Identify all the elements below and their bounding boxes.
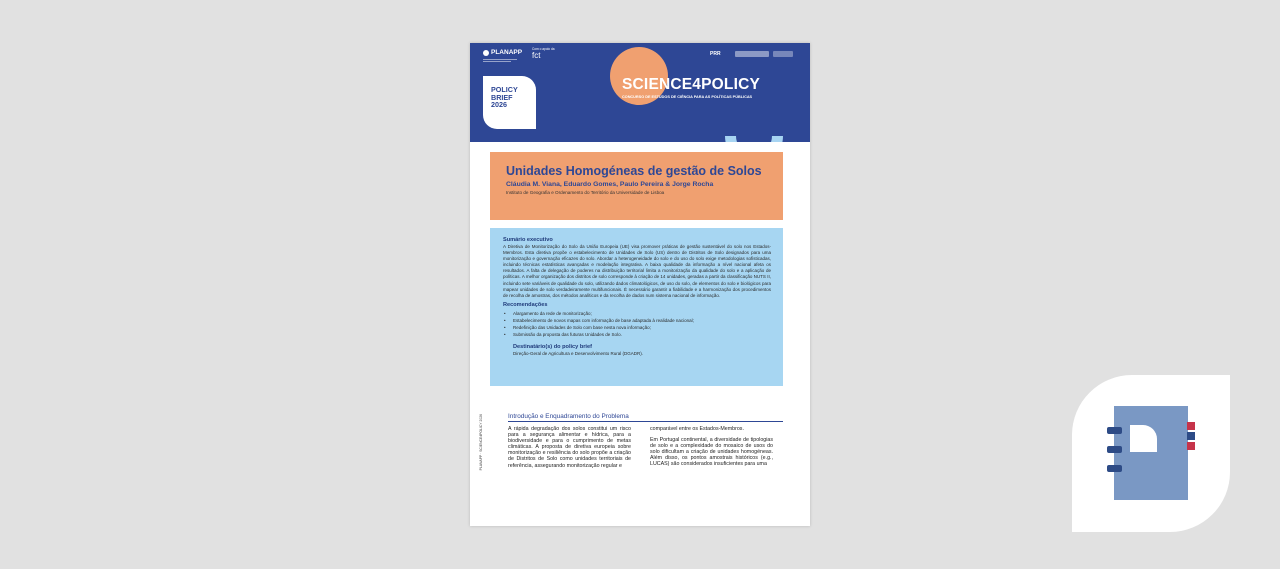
policy-brief-badge — [483, 76, 536, 129]
document-title: Unidades Homogéneas de gestão de Solos — [506, 164, 762, 178]
notebook-icon — [1114, 406, 1188, 500]
summary-heading: Sumário executivo — [503, 237, 553, 243]
planapp-logo — [483, 49, 522, 56]
planapp-logo-icon — [483, 50, 489, 56]
bookmark-tab — [1187, 432, 1195, 440]
recipients-block — [513, 344, 771, 357]
fct-caption: Com o apoio da — [532, 47, 555, 51]
document-authors: Cláudia M. Viana, Eduardo Gomes, Paulo Pereira & Jorge Rocha — [506, 181, 714, 188]
intro-heading: Introdução e Enquadramento do Problema — [508, 413, 783, 422]
executive-summary-box — [490, 228, 783, 386]
badge-year: 2026 — [491, 100, 507, 110]
series-subtitle: CONCURSO DE ESTUDOS DE CIÊNCIA PARA AS POLÍTICAS PÚBLICAS — [622, 95, 753, 99]
list-item: • Estabelecimento de novos mapas com informação de base adaptada à realidade nacional; — [503, 317, 771, 324]
side-label: PLANAPP · SCIENCE4POLICY 2026 — [479, 414, 483, 471]
summary-text: A Diretiva de Monitorização do Solo da União Europeia (UE) visa promover práticas de gestão sustentável do solo nos Estados-Membros. Esta diretiva propõe o estabelecimento de Unidades de Solo (US) dentro de Distritos de Solo designados para uma monitorização e governação eficazes do solo. Abordar a heterogeneidade do solo e do uso do solo exige metodologias sofisticadas, incluindo técnicas estatísticas avançadas e modelação integrativa. A baixa qualidade da informação a nível nacional afeta os resultados. A falta de delegação de poderes na distribuição territorial limita a monitorização da qualidade do solo e a aplicação de políticas. A melhor organização dos distritos de solo corresponde à criação de 14 unidades, geradas a partir da classificação NUTS II, incluindo sete variáveis de qualidade do solo, utilizando dados climatológicos, de uso do solo, de elementos do solo e biológicos para mapear unidades de solo verdadeiramente multifuncionais. É necessário garantir a fiabilidade e a harmonização dos procedimentos de recolha de amostras, dos métodos analíticos e da recolha de dados num sistema nacional de informação. — [503, 244, 771, 298]
recipients-heading: Destinatário(s) do policy brief — [513, 343, 592, 350]
prr-logo: PRR — [710, 51, 721, 57]
ring-binder — [1107, 465, 1122, 472]
d-letter-shape — [1130, 425, 1157, 452]
intro-column-2 — [650, 426, 773, 473]
badge-line: POLICY — [491, 85, 518, 94]
badge-line: BRIEF — [491, 92, 513, 102]
intro-column-1 — [508, 426, 631, 474]
blue-ring-shape — [725, 107, 783, 142]
recipients-text: Direção-Geral de Agricultura e Desenvolvimento Rural (DGADR). — [513, 350, 644, 356]
policy-brief-page — [470, 43, 810, 526]
document-institution: Instituto de Geografia e Ordenamento do Território da Universidade de Lisboa — [506, 190, 665, 195]
title-block — [490, 152, 783, 220]
planapp-tagline — [483, 61, 511, 62]
recommendations-heading: Recomendações — [503, 301, 548, 308]
recommendations-list — [503, 310, 771, 339]
ring-binder — [1107, 427, 1122, 434]
ring-binder — [1107, 446, 1122, 453]
bookmark-tab — [1187, 442, 1195, 450]
planapp-tagline — [483, 59, 517, 60]
list-item: • Redefinição das Unidades de Solo com base nesta nova informação; — [503, 324, 771, 331]
eu-logo — [773, 51, 793, 57]
page-header — [470, 43, 810, 142]
fct-logo — [532, 47, 555, 60]
republica-logo — [735, 51, 769, 57]
series-title: SCIENCE4POLICY — [622, 76, 761, 93]
intro-paragraph: Em Portugal continental, a diversidade de tipologias de solo e a complexidade do mosaico de usos do solo dificultam a criação de unidades homogéneas. Além disso, os pontos amostrais históricos (e.g., LUCAS) são considerados insuficientes para uma — [650, 437, 773, 468]
intro-paragraph: comparável entre os Estados-Membros. — [650, 426, 744, 432]
bookmark-tab — [1187, 422, 1195, 430]
fct-logo-text: fct — [532, 51, 541, 60]
intro-paragraph: A rápida degradação dos solos constitui um risco para a segurança alimentar e hídrica, para a biodiversidade e para o cumprimento de metas climáticas. A proposta de diretiva europeia sobre monitorização e resiliência do solo propõe a criação de Distritos de Solo como unidades territoriais de referência, assegurando monitorização regular e — [508, 426, 631, 469]
list-item: • Alargamento da rede de monitorização; — [503, 310, 771, 317]
list-item: • Submissão da proposta das futuras Unidades de Solo. — [503, 331, 771, 338]
planapp-logo-text: PLANAPP — [491, 49, 523, 56]
notebook-app-badge[interactable] — [1072, 375, 1230, 532]
